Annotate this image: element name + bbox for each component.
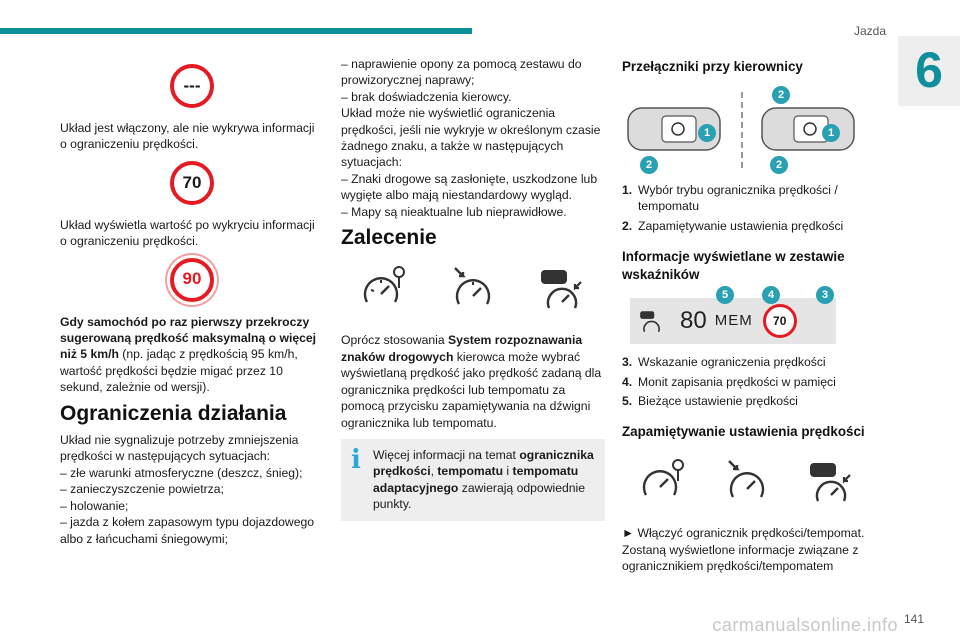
list-item [622, 182, 872, 215]
sign-no-info [60, 64, 324, 108]
numbered-list [622, 354, 872, 409]
item-number: 1. [622, 183, 633, 197]
list-item: – Znaki drogowe są zasłonięte, uszkodzone lub wygięte albo mają niestandardowy wygląd. [341, 171, 598, 203]
bold-text: tempomatu adaptacyjnego [373, 464, 579, 495]
text: (np. jadąc z prędkością 95 km/h, wartość prędkości będzie migać przez 10 sekund, zależnie od wersji). [60, 347, 298, 395]
callout-badge: 1 [698, 124, 716, 142]
section-title: Jazda [853, 24, 886, 38]
page-number: 141 [903, 612, 924, 626]
text: , [430, 464, 438, 479]
callout-badge: 3 [816, 286, 834, 304]
column-2 [341, 56, 605, 521]
callout-badge: 1 [822, 124, 840, 142]
paragraph: Układ jest włączony, ale nie wykrywa informacji o ograniczeniu prędkości. [60, 121, 315, 152]
cruise-control-icon [723, 457, 771, 505]
function-icons-row [341, 256, 605, 320]
list-item [622, 354, 872, 370]
text: kierowca może wybrać wyświetlaną prędkość jako prędkość zadaną dla ogranicznika prędkości lub tempomatu za pomocą przycisku zapamiętywania na dźwigni ogranicznika lub tempomatu. [341, 349, 602, 430]
adaptive-cruise-icon [537, 264, 585, 312]
heading-cluster-info: Informacje wyświetlane w zestawie wskaźników [622, 249, 845, 283]
bold-text: System rozpoznawania znaków drogowych [341, 333, 583, 364]
mem-indicator: MEM [714, 312, 753, 330]
item-text: Wybór trybu ogranicznika prędkości / tempomatu [638, 183, 838, 214]
column-3 [622, 56, 872, 575]
heading-recommendation: Zalecenie [341, 226, 437, 250]
watermark: carmanualsonline.info [712, 615, 898, 635]
sign-90 [60, 258, 324, 302]
instrument-cluster-display [630, 289, 836, 344]
item-text: Zapamiętywanie ustawienia prędkości [638, 218, 844, 233]
speed-sign-icon: --- [170, 64, 214, 108]
paragraph: Układ wyświetla wartość po wykryciu informacji o ograniczeniu prędkości. [60, 217, 315, 249]
speed-limiter-icon [640, 457, 688, 505]
paragraph: Układ nie sygnalizuje potrzeby zmniejszenia prędkości w następujących sytuacjach: [60, 433, 299, 464]
column-1 [60, 56, 324, 547]
speed-sign-icon: 70 [170, 161, 214, 205]
item-number: 2. [622, 218, 633, 233]
item-number: 3. [622, 355, 633, 370]
list-item: – holowanie; [60, 498, 129, 513]
text: zawierają odpowiednie punkty. [373, 480, 586, 512]
chapter-number: 6 [915, 42, 943, 98]
paragraph [341, 332, 605, 430]
speed-limiter-icon [361, 264, 409, 312]
list-item: – zanieczyszczenie powietrza; [60, 482, 224, 497]
item-text: Bieżące ustawienie prędkości [638, 394, 798, 409]
item-text: Wskazanie ograniczenia prędkości [638, 355, 826, 370]
info-box [341, 439, 605, 521]
text: Więcej informacji na temat [373, 447, 520, 462]
cruise-control-icon [449, 264, 497, 312]
callout-badge: 2 [772, 86, 790, 104]
info-icon: i [351, 444, 361, 475]
sign-70 [60, 161, 324, 205]
current-speed-value: 80 [680, 307, 707, 335]
action-step: ► Włączyć ogranicznik prędkości/tempomat. [622, 526, 865, 541]
list-item: – Mapy są nieaktualne lub nieprawidłowe. [341, 204, 567, 219]
list-item: – brak doświadczenia kierowcy. [341, 89, 512, 104]
list-item: – jazda z kołem zapasowym typu dojazdowego albo z łańcuchami śniegowymi; [60, 515, 315, 546]
item-number: 4. [622, 374, 633, 389]
paragraph: Zostaną wyświetlone informacje związane z ogranicznikiem prędkości/tempomatem [622, 542, 859, 574]
callout-badge: 5 [716, 286, 734, 304]
list-item [622, 393, 872, 409]
list-item [622, 218, 872, 234]
callout-badge: 2 [770, 156, 788, 174]
bold-text: Gdy samochód po raz pierwszy przekroczy sugerowaną prędkość maksymalną o więcej niż 5 km/h [60, 314, 317, 362]
list-item [622, 374, 872, 390]
text: Oprócz stosowania [341, 333, 449, 348]
function-icons-row [622, 449, 872, 513]
flashing-speed-sign-icon: 90 [170, 258, 214, 302]
item-number: 5. [622, 394, 633, 409]
paragraph: Układ może nie wyświetlić ograniczenia prędkości, jeśli nie wykryje w określonym czasie żadnego znaku, a także w następujących sytuacjach: [341, 106, 601, 170]
heading-memorize-speed: Zapamiętywanie ustawienia prędkości [622, 424, 865, 440]
heading-limitations: Ograniczenia działania [60, 401, 287, 425]
adaptive-cruise-icon [806, 457, 854, 505]
steering-switches-illustration [622, 86, 862, 174]
bold-text: ogranicznika prędkości [373, 447, 594, 479]
callout-badge: 2 [640, 156, 658, 174]
list-item: – złe warunki atmosferyczne (deszcz, śnieg); [60, 465, 303, 480]
callout-badge: 4 [762, 286, 780, 304]
speed-limit-sign-icon: 70 [763, 304, 797, 338]
paragraph [60, 314, 324, 396]
bold-text: tempomatu [437, 464, 504, 479]
heading-steering-switches: Przełączniki przy kierownicy [622, 59, 803, 74]
list-item: – naprawienie opony za pomocą zestawu do prowizorycznej naprawy; [341, 57, 582, 88]
top-accent-bar [0, 28, 472, 34]
adaptive-cruise-icon [636, 308, 666, 334]
text: i [503, 464, 513, 479]
numbered-list [622, 182, 872, 234]
item-text: Monit zapisania prędkości w pamięci [638, 374, 836, 389]
